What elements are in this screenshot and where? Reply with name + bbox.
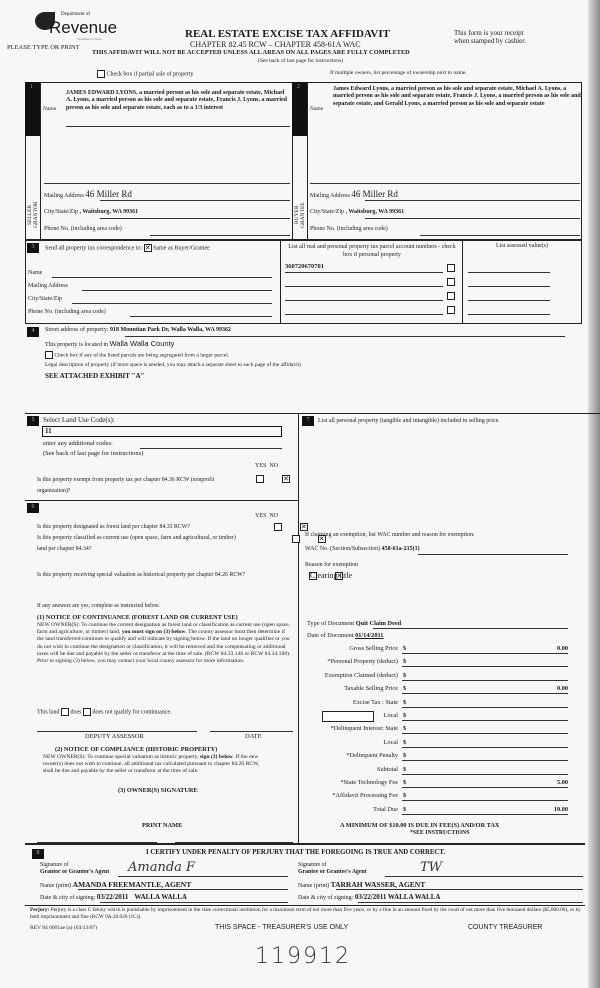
parcel-row [285,290,460,304]
section-4-marker: 4 [27,327,39,337]
land-use-code-input[interactable]: 11 [42,426,282,437]
same-as-buyer-label: Same as Buyer/Grantee [153,245,210,252]
county-label: This property is located in [45,342,108,348]
does-qualify-checkbox[interactable] [61,708,69,716]
section-2-marker: 2 [292,82,307,136]
continuance-text: NEW OWNER(S): To continue the current designation as forest land or classification as current use (open space, farm and agriculture, or timber) land, you must sign on (3) below. The county assessor must then determine if the land transferred continues to qualify and will indicate by signing below. If the land no longer qualifies or you do not wish to continue the designation or classification, it will be removed and the compensating or additional taxes will be due and payable by the seller or transferor at the time of sale. (RCW 84.33.140 or RCW 84.34.108). Prior to signing (3) below, you may contact your local county assessor for more information. [37,622,291,665]
buyer-mailing-field[interactable]: 46 Miller Rd [351,189,398,199]
grantee-city-field[interactable]: WALLA WALLA [387,893,441,901]
if-yes-instruction: If any answers are yes, complete as instructed below. [37,603,160,609]
seller-phone-label: Phone No. (including area code) [44,226,122,232]
form-title: REAL ESTATE EXCISE TAX AFFIDAVIT [185,28,390,40]
assessed-header: List assessed value(s) [496,243,548,249]
dollar-sign: $ [403,725,407,733]
assessed-value-field[interactable] [468,286,550,287]
receipt-note: This form is your receipt [454,29,524,37]
see-instructions-note: *SEE INSTRUCTIONS [410,830,470,836]
parcel-row [285,276,460,290]
compliance-text: NEW OWNER(S): To continue special valuation as historic property, sign (3) below. If the new owner(s) does not wish to continue, all additional tax calculated pursuant to chapter 84.26 RCW, shall be due and payable by the seller or transferor at the time of sale. [43,754,260,775]
grantee-name-field[interactable]: TARRAH WASSER, AGENT [330,880,426,889]
this-land-label: This land [37,709,60,716]
grantee-date-field[interactable]: 03/22/2011 [354,893,387,901]
handwritten-number: 119912 [255,944,351,969]
doc-date-field[interactable]: 01/14/2011 [355,632,384,639]
buyer-mailing-label: Mailing Address [310,193,350,199]
grantor-date-label: Date & city of signing: [40,895,96,901]
deputy-assessor-label: DEPUTY ASSESSOR [85,733,144,740]
grantee-signature[interactable]: TW [420,860,443,875]
section-6-marker: 6 [27,503,39,513]
buyer-city-label: City/State/Zip [310,209,344,215]
warning-line: THIS AFFIDAVIT WILL NOT BE ACCEPTED UNLESS ALL AREAS ON ALL PAGES ARE FULLY COMPLETED [92,49,410,56]
fee-label: Total Due [373,805,398,813]
assessor-date-field[interactable] [210,731,293,732]
fee-label: *Affidavit Processing Fee [332,792,398,800]
segregated-label: Check box if any of the listed parcels are being segregated from a larger parcel. [54,352,230,359]
doc-type-field[interactable]: Quit Claim Deed [355,620,402,627]
fee-row [310,670,568,683]
correspondence-label: Send all property tax correspondence to: [45,245,143,252]
dollar-sign: $ [403,645,407,652]
no-header: NO [269,463,279,469]
seller-mailing-label: Mailing Address [44,193,84,199]
dollar-sign: $ [403,765,407,773]
assessed-value-field[interactable] [468,314,550,315]
doc-date-label: Date of Document [307,632,354,639]
personal-property-checkbox[interactable] [447,278,455,286]
personal-property-label: List all personal property (tangible and intangible) included in selling price. [318,418,500,424]
section-5-marker: 5 [27,416,39,426]
grantee-agent-label: Grantee or Grantee's Agent [298,869,367,875]
fee-label: *Delinquent Interest: State [330,725,398,733]
personal-property-checkbox[interactable] [447,264,455,272]
instructions-note: (See back of last page for instructions) [258,58,343,64]
dollar-sign: $ [403,711,407,719]
seller-grantor-label: SELLER GRANTOR [27,201,39,229]
fee-label: *State Technology Fee [340,778,398,786]
wac-field[interactable]: 458-61a-215(1) [381,546,420,552]
fee-value[interactable]: 0.00 [556,645,568,652]
fee-value[interactable]: 0.00 [556,685,568,693]
forest-land-question: Is this property designated as forest land per chapter 84.33 RCW? [37,524,190,530]
additional-codes-field[interactable] [140,448,282,449]
additional-codes-label: enter any additional codes: [43,440,113,447]
fee-row [310,750,568,763]
seller-mailing-field[interactable]: 46 Miller Rd [85,189,132,199]
doc-type-label: Type of Document [307,620,355,627]
fee-value[interactable]: 10.00 [553,805,568,813]
fee-value[interactable]: 5.00 [556,778,568,786]
land-use-label: Select Land Use Code(s): [43,416,115,424]
county-field[interactable]: Walla Walla County [109,339,175,348]
section-1-marker: 1 [25,82,40,136]
yes-header: YES [255,513,267,519]
multiple-owners-note: If multiple owners, list percentage of ownership next to name. [330,70,467,76]
seller-name-field[interactable]: JAMES EDWARD LYONS, a married person as his sole and separate estate, Michael A. Lyons, a married person as his sole and separate estate, Francis J. Lyons, a married person as his sole and separate estate, each as to a 1/3 interest [66,90,287,111]
corr-mailing-label: Mailing Address [28,283,68,289]
continuance-title: (1) NOTICE OF CONTINUANCE (FOREST LAND OR CURRENT USE) [37,614,238,621]
section-3-marker: 3 [27,243,39,253]
corr-phone-field[interactable] [130,316,272,317]
does-not-qualify-checkbox[interactable] [83,708,91,716]
fee-row [310,777,568,790]
owner-signature-title: (3) OWNER(S) SIGNATURE [118,787,198,794]
grantor-date-field[interactable]: 03/22/2011 [96,893,129,901]
perjury-notice: Perjury: Perjury is a class C felony which is punishable by imprisonment in the state correctional institution for a maximum term of not more than five years, or by a fine in an amount fixed by the court of not more than five thousand dollars ($5,000.00), or by both imprisonment and fine (RCW 9A.20.020 (1C)). [30,907,581,920]
corr-mailing-field[interactable] [82,290,272,291]
fee-label: Taxable Selling Price [344,685,398,693]
parcel-row [285,304,460,318]
buyer-grantee-label: BUYER GRANTEE [294,202,306,228]
current-use-yes-checkbox[interactable] [292,535,300,543]
grantor-sig-label: Signature of [40,862,69,868]
logo-sub-text: Washington State [77,37,102,41]
nonprofit-no-checkbox[interactable] [282,475,290,483]
land-use-instructions: (See back of last page for instructions) [43,450,144,457]
grantee-sig-label: Signature of [298,862,327,868]
fee-label: Gross Selling Price [349,645,398,652]
section-8-marker: 8 [32,849,44,859]
dollar-sign: $ [403,805,407,813]
dollar-sign: $ [403,778,407,786]
parcel-list [285,262,460,318]
dollar-sign: $ [403,658,407,666]
dollar-sign: $ [403,671,407,679]
parcel-header: List all real and personal property tax parcel account numbers - check box if personal property [288,244,456,258]
partial-sale-checkbox[interactable] [97,70,105,78]
fee-row [310,737,568,750]
buyer-phone-field[interactable] [420,235,580,236]
fee-row [310,656,568,669]
dollar-sign: $ [403,792,407,800]
street-field[interactable]: 918 Mountian Park Dr, Walla Walla, WA 99362 [109,327,231,333]
grantor-signature[interactable]: Amanda F [128,860,196,875]
fee-label: Exemption Claimed (deduct) [324,671,398,679]
dollar-sign: $ [403,685,407,693]
dollar-sign: $ [403,752,407,760]
fee-row [310,723,568,736]
buyer-name-field[interactable]: James Edward Lyons, a married person as his sole and separate estate, Michael A. Lyons, a married person as his sole and separate estate, Francis J. Lyons, a married person as his sole and separate estate, and Gerald Lyons, a married person as his sole and separate estate [333,86,581,107]
receipt-note-2: when stamped by cashier. [454,37,526,45]
parcel-row [285,262,460,276]
county-treasurer-label: COUNTY TREASURER [468,924,543,931]
forest-no-checkbox[interactable] [300,523,308,531]
corr-phone-label: Phone No. (including area code) [28,309,106,315]
logo-main-text: Revenue [49,18,118,37]
fee-label: Local [383,738,398,746]
dollar-sign: $ [403,738,407,746]
grantee-name-label: Name (print) [298,883,330,889]
fee-label: *Delinquent Penalty [346,752,398,760]
fee-row [310,764,568,777]
corr-name-label: Name [28,270,43,276]
fee-row [310,790,568,803]
assessor-date-label: DATE [245,733,262,740]
corr-name-field[interactable] [52,277,272,278]
grantee-date-label: Date & city of signing: [298,895,354,901]
does-label: does [70,709,82,716]
revision-code: REV 84 0001ae (a) (03/13/07) [30,925,98,931]
seller-city-label: City/State/Zip [44,209,78,215]
historic-question: Is this property receiving special valuation as historical property per chapter 84.26 RCW? [37,572,246,578]
certify-statement: I CERTIFY UNDER PENALTY OF PERJURY THAT THE FOREGOING IS TRUE AND CORRECT. [146,849,446,856]
fee-label: Subtotal [377,765,398,773]
reason-label: Reason for exemption [305,562,358,568]
segregated-checkbox[interactable] [45,351,53,359]
buyer-phone-label: Phone No. (including area code) [310,226,388,232]
dollar-sign: $ [403,698,407,706]
scan-edge [588,0,600,988]
corr-city-field[interactable] [72,303,272,304]
partial-sale-label: Check box if partial sale of property [106,71,194,78]
buyer-name-label: Name [310,106,324,112]
seller-name-label: Name [43,106,57,112]
corr-city-label: City/State/Zip [28,296,62,302]
print-name-label: PRINT NAME [142,822,183,829]
forest-yes-checkbox[interactable] [274,523,282,531]
legal-description-field[interactable]: SEE ATTACHED EXHIBIT "A" [45,372,145,380]
grantor-city-field[interactable]: WALLA WALLA [134,893,187,901]
section-7-marker: 7 [302,416,314,426]
personal-property-checkbox[interactable] [447,292,455,300]
personal-property-checkbox[interactable] [447,306,455,314]
legal-description-label: Legal description of property (if more space is needed, you may attach a separate sheet to each page of the affidavit) [45,362,301,368]
fee-label: Local [383,711,398,719]
fee-label: *Personal Property (deduct) [327,658,398,666]
seller-phone-field[interactable] [150,235,290,236]
no-header: NO [269,513,279,519]
fee-label: Excise Tax : State [352,698,398,706]
please-type-note: PLEASE TYPE OR PRINT [7,44,80,51]
assessed-value-field[interactable] [468,272,550,273]
nonprofit-yes-checkbox[interactable] [256,475,264,483]
minimum-due-note: A MINIMUM OF $10.00 IS DUE IN FEE(S) AND/OR TAX [340,822,500,829]
fee-table [310,643,568,817]
grantor-name-field[interactable]: AMANDA FREEMANTLE, AGENT [72,880,192,889]
current-use-question: Is this property classified as current use (open space, farm and agricultural, or timber) land per chapter 84.34? [37,535,236,552]
grantor-name-label: Name (print) [40,883,72,889]
does-not-label: does not qualify for continuance. [92,709,172,716]
fee-row [310,697,568,710]
buyer-city-field[interactable]: , Waitsburg, WA 99361 [345,209,405,215]
logo-top-text: Department of [61,12,91,17]
wac-label: WAC No. (Section/Subsection) [305,546,381,552]
street-label: Street address of property: [45,327,109,333]
reason-field[interactable]: Clearing title [310,571,352,580]
assessed-value-field[interactable] [468,300,550,301]
same-as-buyer-checkbox[interactable] [144,244,152,252]
exemption-label: If claiming an exemption, list WAC number and reason for exemption: [305,532,475,538]
grantor-agent-label: Grantor or Grantor's Agent [40,869,110,875]
fee-row [310,643,568,656]
parcel-number[interactable]: 360720670701 [285,263,324,270]
yes-header: YES [255,463,267,469]
fee-row [310,683,568,696]
chapter-line: CHAPTER 82.45 RCW – CHAPTER 458-61A WAC [190,40,361,49]
compliance-title: (2) NOTICE OF COMPLIANCE (HISTORIC PROPERTY) [55,746,218,753]
local-rate-input[interactable] [322,711,374,722]
nonprofit-question: Is this property exempt from property tax per chapter 84.36 RCW (nonprofit organization)? [37,477,215,494]
deputy-assessor-signature[interactable] [37,731,197,732]
fee-row [310,804,568,817]
seller-city-field[interactable]: , Waitsburg, WA 99361 [79,209,139,215]
treasurer-space-label: THIS SPACE - TREASURER'S USE ONLY [215,924,349,931]
